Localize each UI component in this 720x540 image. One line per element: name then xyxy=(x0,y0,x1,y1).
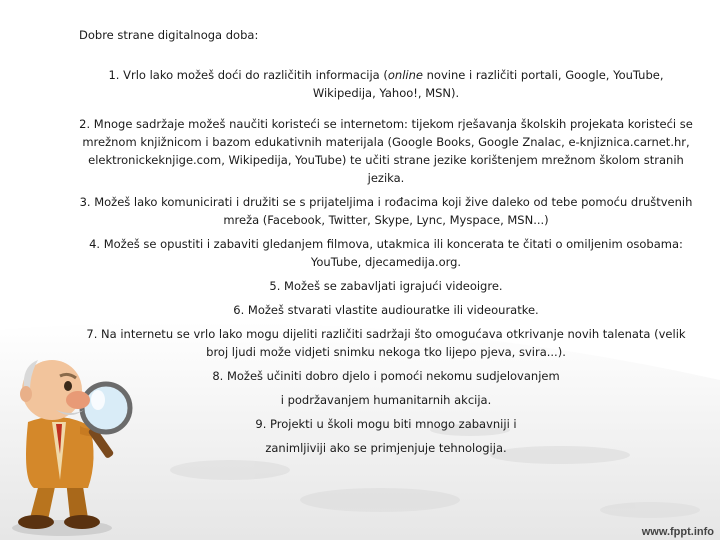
watermark: www.fppt.info xyxy=(641,526,714,538)
list-item-7: 7. Na internetu se vrlo lako mogu dijeliti različiti sadržaji što omogućava otkrivanje novih talenata (velik broj ljudi može vidjeti snimku nekoga tko lijepo pjeva, svira...). xyxy=(86,327,686,359)
emphasis-online: online xyxy=(387,68,423,82)
text-content xyxy=(76,26,696,459)
list-item-5: 5. Možeš se zabavljati igrajući videoigre. xyxy=(269,279,503,293)
list-item-2: 2. Mnoge sadržaje možeš naučiti koristeći se internetom: tijekom rješavanja školskih projekata koristeći se mrežnom knjižnicom i bazom edukativnih materijala (Google Books, Google Znalac, e-knjiznica.carnet.hr, elektronickeknjige.com, Wikipedija, YouTube) te učiti strane jezike korištenjem mrežnom školom stranih jezika. xyxy=(79,117,693,185)
list-item-3: 3. Možeš lako komunicirati i družiti se s prijateljima i rođacima koji žive daleko od tebe pomoću društvenih mreža (Facebook, Twitter, Skype, Lync, Myspace, MSN...) xyxy=(79,195,693,227)
list-item-4: 4. Možeš se opustiti i zabaviti gledanjem filmova, utakmica ili koncerata te čitati o omiljenim osobama: YouTube, djecamedija.org. xyxy=(89,237,683,269)
list-item-1: 1. Vrlo lako možeš doći do različitih informacija (online novine i različiti portali, Google, YouTube, Wikipedija, Yahoo!, MSN). xyxy=(108,68,664,100)
list-item-8: 8. Možeš učiniti dobro djelo i pomoći nekomu sudjelovanjem xyxy=(212,369,560,383)
list-item-9-cont: zanimljiviji ako se primjenjuje tehnologija. xyxy=(265,441,507,455)
list-item-9: 9. Projekti u školi mogu biti mnogo zabavniji i xyxy=(255,417,517,431)
list-item-8-cont: i podržavanjem humanitarnih akcija. xyxy=(280,393,492,407)
list-item-6: 6. Možeš stvarati vlastite audiouratke ili videouratke. xyxy=(233,303,539,317)
slide-heading: Dobre strane digitalnoga doba: xyxy=(79,28,259,42)
